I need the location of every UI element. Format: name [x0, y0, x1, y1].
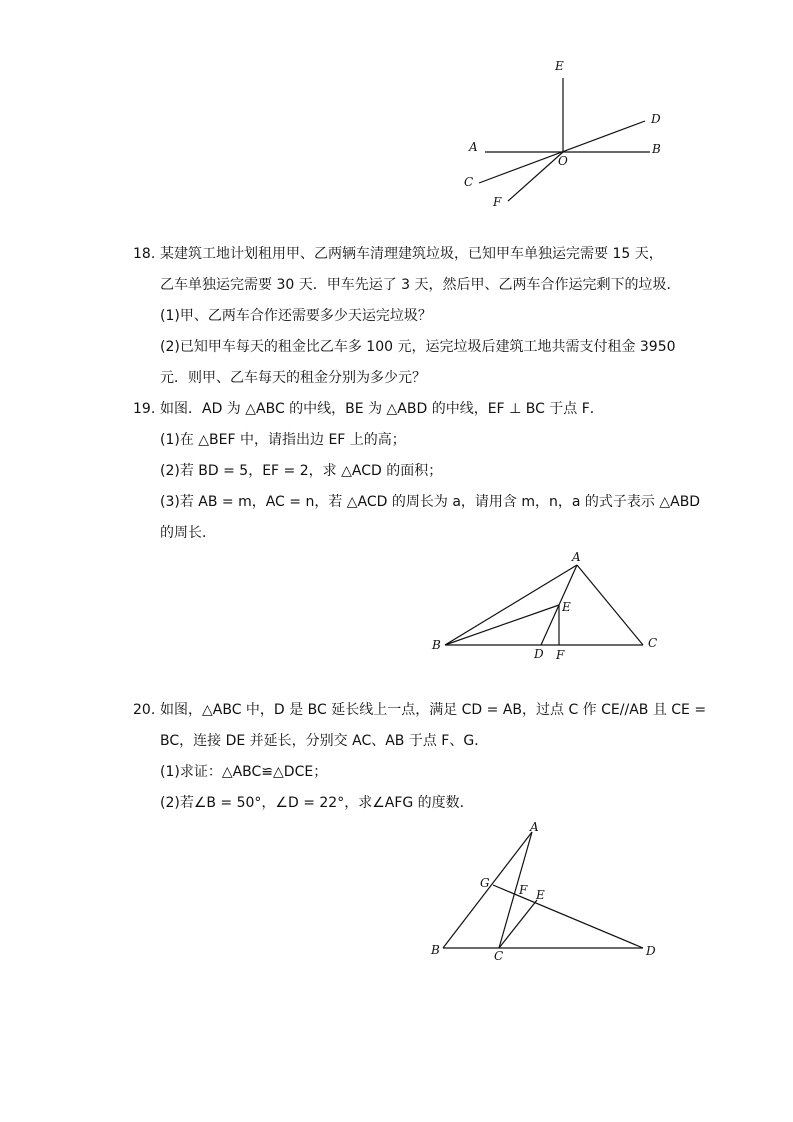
label-b: B: [432, 638, 441, 652]
label-e: E: [562, 600, 571, 614]
figure-angles-at-o-svg: [455, 55, 675, 215]
problem-number: 18.: [133, 246, 156, 262]
label-g: G: [480, 876, 490, 890]
sub-question: (1)在 △BEF 中，请指出边 EF 上的高；: [160, 432, 406, 448]
sub-question: (1)求证：△ABC≌△DCE；: [160, 764, 328, 780]
problem-text-line: 某建筑工地计划租用甲、乙两辆车清理建筑垃圾，已知甲车单独运完需要 15 天，: [160, 246, 663, 262]
label-e: E: [536, 888, 545, 902]
label-a: A: [572, 550, 581, 564]
label-c: C: [494, 949, 504, 963]
problem-number: 20.: [133, 702, 156, 718]
label-d: D: [534, 647, 544, 661]
label-d: D: [651, 112, 661, 126]
problem-text-line: 乙车单独运完需要 30 天．甲车先运了 3 天，然后甲、乙两车合作运完剩下的垃圾．: [160, 277, 681, 293]
label-d: D: [646, 944, 656, 958]
sub-question: (1)甲、乙两车合作还需要多少天运完垃圾？: [160, 308, 432, 324]
sub-question: (3)若 AB = m，AC = n，若 △ACD 的周长为 a，请用含 m，n，a 的式子表示 △ABD: [160, 494, 701, 510]
sub-question: (2)若 BD = 5，EF = 2，求 △ACD 的面积；: [160, 463, 443, 479]
label-c: C: [464, 175, 474, 189]
label-f: F: [493, 195, 502, 209]
figure-angles-at-o: [455, 55, 675, 215]
problem-text-line: 如图，△ABC 中，D 是 BC 延长线上一点，满足 CD = AB，过点 C 作 CE//AB 且 CE =: [160, 702, 707, 718]
sub-question-continued: 的周长．: [160, 525, 216, 541]
sub-question-continued: 元．则甲、乙车每天的租金分别为多少元？: [160, 370, 426, 386]
label-c: C: [648, 636, 658, 650]
problem-text-line: 如图．AD 为 △ABC 的中线，BE 为 △ABD 的中线，EF ⊥ BC 于点 F．: [160, 401, 604, 417]
label-a: A: [530, 820, 539, 834]
label-e: E: [555, 59, 564, 73]
label-a: A: [469, 140, 478, 154]
figure-triangle-abc-medians: [425, 545, 670, 665]
sub-question: (2)若∠B = 50°，∠D = 22°，求∠AFG 的度数．: [160, 795, 474, 811]
problem-number: 19.: [133, 401, 156, 417]
label-f: F: [519, 883, 528, 897]
label-b: B: [431, 943, 440, 957]
sub-question: (2)已知甲车每天的租金比乙车多 100 元，运完垃圾后建筑工地共需支付租金 3950: [160, 339, 676, 355]
figure-congruent-triangles: [425, 815, 670, 965]
figure-triangle-abc-medians-svg: [425, 545, 670, 665]
problem-text-line: BC，连接 DE 并延长，分别交 AC、AB 于点 F、G．: [160, 733, 489, 749]
label-b: B: [652, 142, 661, 156]
figure-congruent-triangles-svg: [425, 815, 670, 965]
label-f: F: [556, 648, 565, 662]
label-o: O: [558, 154, 568, 168]
